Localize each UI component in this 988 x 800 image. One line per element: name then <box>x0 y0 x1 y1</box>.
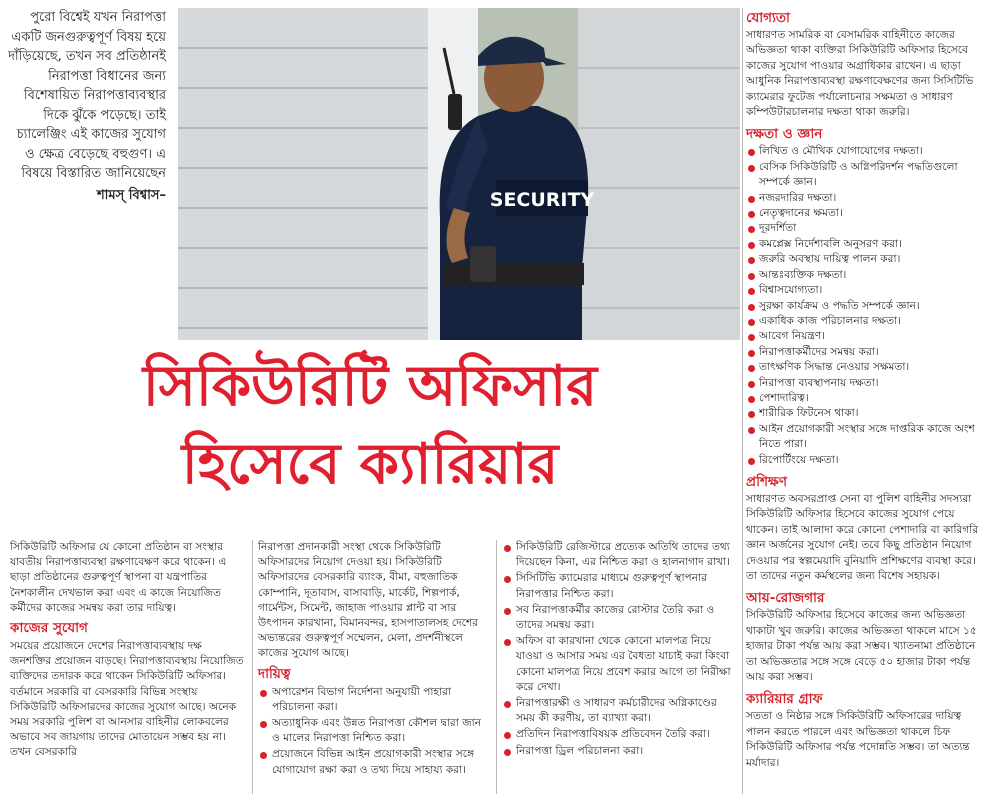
list-item: নিরাপত্তা ড্রিল পরিচালনা করা। <box>502 744 738 759</box>
column-divider <box>252 540 253 794</box>
right-column <box>746 8 982 771</box>
responsibilities-list <box>258 685 490 778</box>
list-item: রিপোর্টিংয়ে দক্ষতা। <box>746 453 982 468</box>
list-item: তাৎক্ষণিক সিদ্ধান্ত নেওয়ার সক্ষমতা। <box>746 360 982 375</box>
list-item: নিরাপত্তারক্ষী ও সাধারণ কর্মচারীদের অগ্নিকাণ্ডের সময় কী করণীয়, তা ব্যাখ্যা করা। <box>502 696 738 726</box>
list-item: আন্তঃব্যক্তিক দক্ষতা। <box>746 268 982 283</box>
list-item: নজরদারির দক্ষতা। <box>746 191 982 206</box>
list-item: বিশ্বাসযোগ্যতা। <box>746 283 982 298</box>
headline-line-1: সিকিউরিটি অফিসার <box>142 354 598 419</box>
col1-paragraph-1: সিকিউরিটি অফিসার যে কোনো প্রতিষ্ঠান বা সংস্থার যাবতীয় নিরাপত্তাব্যবস্থা রক্ষণাবেক্ষণ করে থাকেন। এ ছাড়া প্রতিষ্ঠানের গুরুত্বপূর্ণ স্থাপনা বা যন্ত্রপাতির নৈশকালীন দেখভাল করা এবং এ কাজে নিয়োজিত কর্মীদের কাজের সমন্বয় করা তার দায়িত্ব। <box>10 541 227 614</box>
income-heading: আয়-রোজগার <box>746 590 825 607</box>
badge-text: SECURITY <box>489 189 595 211</box>
list-item: প্রতিদিন নিরাপত্তাবিষয়ক প্রতিবেদন তৈরি করা। <box>502 727 738 742</box>
list-item: বেসিক সিকিউরিটি ও অগ্নিপরিদর্শন পদ্ধতিগুলো সম্পর্কে জ্ঞান। <box>746 160 982 191</box>
list-item: সিকিউরিটি রেজিস্টারে প্রত্যেক অতিথি তাদের তথ্য দিয়েছেন কিনা, এর নিশ্চিত করা ও হালনাগাদ রাখা। <box>502 540 738 570</box>
column-2 <box>258 540 490 779</box>
career-graph-heading: ক্যারিয়ার গ্রাফ <box>746 691 823 708</box>
list-item: সব নিরাপত্তাকর্মীর কাজের রোস্টার তৈরি করা ও তাদের সমন্বয় করা। <box>502 603 738 633</box>
list-item: নেতৃত্বদানের ক্ষমতা। <box>746 206 982 221</box>
col1-paragraph-2: সময়ের প্রয়োজনে দেশের নিরাপত্তাব্যবস্থায় দক্ষ জনশক্তির প্রয়োজন বাড়ছে। নিরাপত্তাব্যবস্থায় নিয়োজিত ব্যক্তিদের তদারক করে থাকেন সিকিউরিটি অফিসার। বর্তমানে সরকারি বা বেসরকারি বিভিন্ন সংস্থায় সিকিউরিটি অফিসারদের কাজের সুযোগ আছে। অনেক সময় সরকারি পুলিশ বা আনসার বাহিনীর লোকবলের অভাবে সব জায়গায় তাদের মোতায়েন সম্ভব হয় না। তখন বেসরকারি <box>10 640 244 759</box>
list-item: একাধিক কাজ পরিচালনার দক্ষতা। <box>746 314 982 329</box>
list-item: দূরদর্শিতা <box>746 221 982 236</box>
list-item: নিরাপত্তাকর্মীদের সমন্বয় করা। <box>746 345 982 360</box>
column-divider <box>496 540 497 794</box>
career-graph-text: সততা ও নিষ্ঠার সঙ্গে সিকিউরিটি অফিসারের দায়িত্ব পালন করতে পারলে এবং অভিজ্ঞতা থাকলে চিফ সিকিউরিটি অফিসার পর্যন্ত পদোন্নতি সম্ভব। তা অত্যন্ত মর্যাদার। <box>746 710 970 769</box>
skills-heading: দক্ষতা ও জ্ঞান <box>746 126 823 143</box>
author-name: শামস্ বিশ্বাস– <box>96 187 166 203</box>
list-item: প্রয়োজনে বিভিন্ন আইন প্রয়োগকারী সংস্থার সঙ্গে যোগাযোগ রক্ষা করা ও তথ্য দিয়ে সাহায্য করা। <box>258 747 490 777</box>
list-item: অত্যাধুনিক এবং উন্নত নিরাপত্তা কৌশল দ্বারা জান ও মালের নিরাপত্তা নিশ্চিত করা। <box>258 716 490 746</box>
list-item: অপারেশন বিভাগ নির্দেশনা অনুযায়ী পাহারা পরিচালনা করা। <box>258 685 490 715</box>
list-item: সুরক্ষা কার্যক্রম ও পদ্ধতি সম্পর্কে জ্ঞান। <box>746 299 982 314</box>
column-3 <box>502 540 738 760</box>
list-item: লিখিত ও মৌখিক যোগাযোগের দক্ষতা। <box>746 144 982 159</box>
list-item: আবেগ নিয়ন্ত্রণ। <box>746 329 982 344</box>
training-heading: প্রশিক্ষণ <box>746 473 788 490</box>
column-divider <box>742 8 743 794</box>
skills-list <box>746 144 982 468</box>
intro-text: পুরো বিশ্বেই যখন নিরাপত্তা একটি জনগুরুত্বপূর্ণ বিষয় হয়ে দাঁড়িয়েছে, তখন সব প্রতিষ্ঠানই নিরাপত্তা বিধানের জন্য বিশেষায়িত নিরাপত্তাব্যবস্থার দিকে ঝুঁকে পড়েছে। তাই চ্যালেঞ্জিং এই কাজের সুযোগ ও ক্ষেত্র বেড়েছে বহুগুণ। এ বিষয়ে বিস্তারিত জানিয়েছেন <box>8 10 166 181</box>
list-item: আইন প্রয়োগকারী সংস্থার সঙ্গে দাপ্তরিক কাজে অংশ নিতে পারা। <box>746 422 982 453</box>
list-item: নিরাপত্তা ব্যবস্থাপনায় দক্ষতা। <box>746 376 982 391</box>
intro-column <box>6 8 166 340</box>
list-item: জরুরি অবস্থায় দায়িত্ব পালন করা। <box>746 252 982 267</box>
income-text: সিকিউরিটি অফিসার হিসেবে কাজের জন্য অভিজ্ঞতা থাকাটা খুব জরুরি। কাজের অভিজ্ঞতা থাকলে মাসে ১৫ হাজার টাকা পর্যন্ত আয় করা সম্ভব। খ্যাতনামা প্রতিষ্ঠানে তা অভিজ্ঞতার সঙ্গে সঙ্গে বেড়ে ৫০ হাজার টাকা পর্যন্ত আয় করা সম্ভব। <box>746 609 977 684</box>
headline <box>0 348 740 504</box>
col2-paragraph-1: নিরাপত্তা প্রদানকারী সংস্থা থেকে সিকিউরিটি অফিসারদের নিয়োগ দেওয়া হয়। সিকিউরিটি অফিসারদের বেসরকারি ব্যাংক, বীমা, বহুজাতিক কোম্পানি, দূতাবাস, বাসাবাড়ি, মার্কেট, শিল্পপার্ক, গার্মেন্টস, সিমেন্ট, জাহাজ পাওয়ার প্লান্ট বা সার উৎপাদন কারখানা, বিমানবন্দর, হাসপাতালসহ দেশের অভ্যন্তরের গুরুত্বপূর্ণ সম্মেলন, মেলা, প্রদর্শনীস্থলে কাজের সুযোগ আছে। <box>258 541 479 660</box>
list-item: সিসিটিভি ক্যামেরার মাধ্যমে গুরুত্বপূর্ণ স্থাপনার নিরাপত্তার নিশ্চিত করা। <box>502 571 738 601</box>
responsibilities-list-continued <box>502 540 738 759</box>
list-item: শারীরিক ফিটনেস থাকা। <box>746 406 982 421</box>
list-item: অফিস বা কারখানা থেকে কোনো মালপত্র নিয়ে যাওয়া ও আসার সময় এর বৈধতা যাচাই করা কিংবা কোনো মালপত্র নিয়ে প্রবেশ করার আগে তা নিরীক্ষা করে দেখা। <box>502 634 738 695</box>
responsibilities-heading: দায়িত্ব <box>258 665 291 682</box>
training-text: সাধারণত অবসরপ্রাপ্ত সেনা বা পুলিশ বাহিনীর সদস্যরা সিকিউরিটি অফিসার হিসেবে কাজের সুযোগ পেয়ে থাকেন। তাই আলাদা করে কোনো পেশাদারি বা কারিগরি জ্ঞান অর্জনের সুযোগ নেই। তবে কিছু প্রতিষ্ঠান নিয়োগ দেওয়ার পর স্বল্পমেয়াদি বুনিয়াদি প্রশিক্ষণের ব্যবস্থা করে। তা তাদের নতুন কর্মস্থলের জন্য বিশেষ সহায়ক। <box>746 492 979 582</box>
column-1 <box>10 540 246 761</box>
qualification-text: সাধারণত সামরিক বা বেসামরিক বাহিনীতে কাজের অভিজ্ঞতা থাকা ব্যক্তিরা সিকিউরিটি অফিসার হিসেবে কাজের সুযোগ পাওয়ার অগ্রাধিকার রাখেন। এ ছাড়া আধুনিক নিরাপত্তাব্যবস্থা রক্ষণাবেক্ষণের জন্য সিসিটিভি ক্যামেরার ফুটেজ পর্যালোচনার সক্ষমতা ও সাধারণ কম্পিউটারচালনার দক্ষতা থাকা জরুরি। <box>746 29 974 119</box>
security-guard-photo <box>178 8 740 340</box>
list-item: কমপ্লেক্স নির্দেশাবলি অনুসরণ করা। <box>746 237 982 252</box>
headline-line-2: হিসেবে ক্যারিয়ার <box>181 432 559 497</box>
qualification-heading: যোগ্যতা <box>746 10 790 26</box>
job-opportunity-heading: কাজের সুযোগ <box>10 620 88 637</box>
list-item: পেশাদারিত্ব। <box>746 391 982 406</box>
